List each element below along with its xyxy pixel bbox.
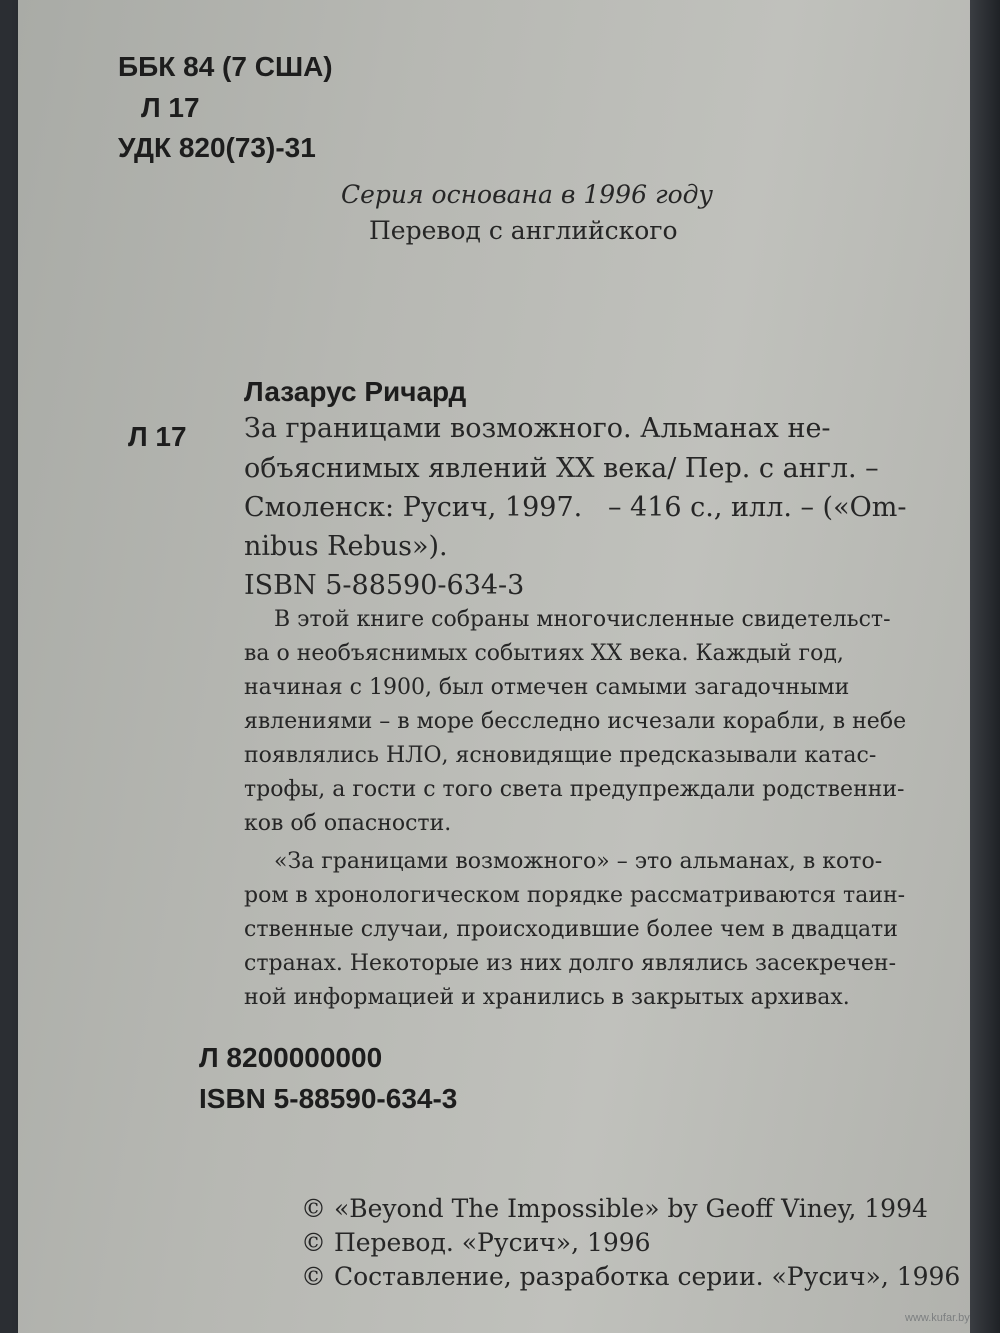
catalog-isbn: ISBN 5-88590-634-3 [244,570,525,601]
annotation-line: ва о необъяснимых событиях XX века. Каждый год, [244,641,844,666]
catalog-code: Л 17 [128,421,187,452]
book-cover-edge [970,0,1000,1333]
annotation-line: начиная с 1900, был отмечен самыми загадочными [244,675,850,700]
annotation-line: ром в хронологическом порядке рассматриваются таин- [244,883,906,908]
series-founded: Серия основана в 1996 году [341,180,713,209]
annotation-line: странах. Некоторые из них долго являлись засекречен- [244,951,897,976]
bbk-code: ББК 84 (7 США) [118,51,333,82]
annotation-line: «За границами возможного» – это альманах, в кото- [274,849,883,874]
annotation-line: ков об опасности. [244,811,452,836]
catalog-line: объяснимых явлений XX века/ Пер. с англ. – [244,453,879,484]
annotation-line: появлялись НЛО, ясновидящие предсказывали катас- [244,743,877,768]
catalog-line: nibus Rebus»). [244,531,448,562]
isbn-code: ISBN 5-88590-634-3 [199,1083,458,1114]
translation-note: Перевод с английского [369,216,678,245]
annotation-line: ственные случаи, происходившие более чем в двадцати [244,917,898,942]
udk-code: УДК 820(73)-31 [118,132,316,163]
annotation-line: ной информацией и хранились в закрытых архивах. [244,985,850,1010]
site-watermark: www.kufar.by [905,1312,970,1324]
annotation-line: трофы, а гости с того света предупреждали родственни- [244,777,905,802]
classification-code: Л 17 [141,92,200,123]
catalog-line: За границами возможного. Альманах не- [244,413,831,444]
annotation-line: В этой книге собраны многочисленные свидетельст- [274,607,891,632]
copyright-line: © «Beyond The Impossible» by Geoff Viney, 1994 [301,1194,928,1223]
author-name: Лазарус Ричард [244,376,467,407]
catalog-line: Смоленск: Русич, 1997. – 416 с., илл. – («Om- [244,492,907,523]
copyright-line: © Перевод. «Русич», 1996 [301,1228,651,1257]
l-code: Л 8200000000 [199,1042,383,1073]
copyright-line: © Составление, разработка серии. «Русич», 1996 [301,1262,961,1291]
annotation-line: явлениями – в море бесследно исчезали корабли, в небе [244,709,907,734]
